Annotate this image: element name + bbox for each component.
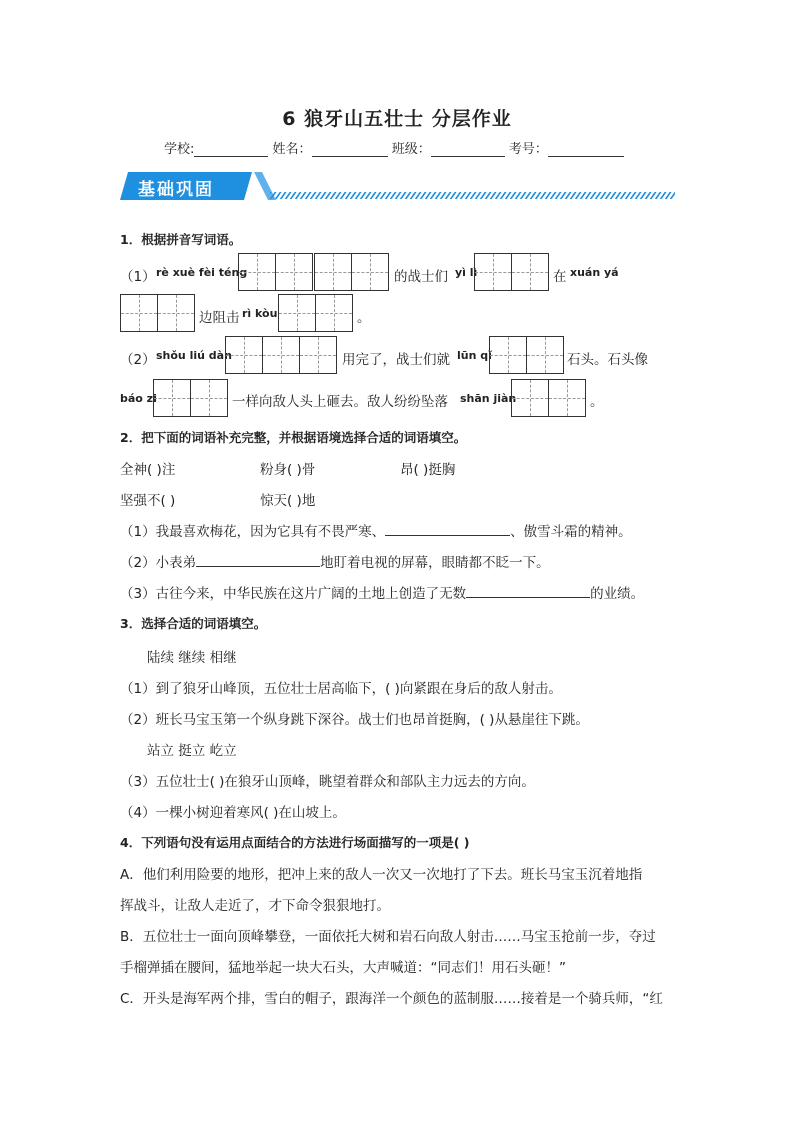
q2-title: 2．把下面的词语补充完整，并根据语境选择合适的词语填空。	[120, 430, 467, 445]
q1-title: 1．根据拼音写词语。	[120, 232, 242, 247]
answer-blank[interactable]	[466, 585, 590, 598]
name-field[interactable]	[312, 142, 388, 157]
q1-text: 的战士们	[394, 269, 448, 285]
q2-word: 粉身( )骨	[260, 462, 316, 478]
exam-no-label: 考号：	[508, 142, 548, 157]
q2-word: 昂( )挺胸	[400, 462, 456, 478]
char-grid-yili[interactable]	[474, 253, 550, 291]
q2-s1-text: （1）我最喜欢梅花，因为它具有不畏严寒、	[120, 524, 386, 540]
info-line	[164, 138, 624, 157]
name-label: 姓名：	[272, 142, 312, 157]
banner-label: 基础巩固	[138, 180, 214, 200]
q2-word: 坚强不( )	[120, 493, 176, 509]
q2-s2-text: 地盯着电视的屏幕，眼睛都不眨一下。	[320, 555, 550, 571]
q2-s3-text: （3）古往今来，中华民族在这片广阔的土地上创造了无数	[120, 586, 467, 602]
q2-s2-text: （2）小表弟	[120, 555, 197, 571]
q2-s1-text: 、傲雪斗霜的精神。	[510, 524, 632, 540]
q4-option-b: B．五位壮士一面向顶峰攀登，一面依托大树和岩石向敌人射击……马宝玉抢前一步，夺过	[120, 929, 656, 945]
q3-sentence-1: （1）到了狼牙山峰顶，五位壮士居高临下，( )向紧跟在身后的敌人射击。	[120, 681, 562, 697]
q4-option-b-cont: 手榴弹插在腰间，猛地举起一块大石头，大声喊道：“同志们！用石头砸！”	[120, 960, 566, 976]
pinyin: rì kòu	[242, 307, 278, 320]
q1-text: 。	[357, 310, 371, 326]
pinyin: shān jiàn	[460, 392, 517, 405]
char-grid-baozi[interactable]	[153, 379, 229, 417]
q1-text: 。	[590, 394, 604, 410]
q3-options-2: 站立 挺立 屹立	[147, 743, 237, 759]
school-label: 学校:	[164, 142, 195, 157]
char-grid-rexuefeiteng[interactable]	[238, 253, 390, 291]
q1-num-1: （1）	[120, 269, 156, 285]
char-grid-lunqi[interactable]	[489, 336, 565, 374]
q3-sentence-4: （4）一棵小树迎着寒风( )在山坡上。	[120, 805, 346, 821]
answer-blank[interactable]	[385, 523, 510, 536]
answer-blank[interactable]	[196, 554, 320, 567]
char-grid-xuanya[interactable]	[120, 294, 196, 332]
q1-text: 一样向敌人头上砸去。敌人纷纷坠落	[232, 394, 448, 410]
q1-text: 边阻击	[199, 310, 240, 326]
q3-sentence-2: （2）班长马宝玉第一个纵身跳下深谷。战士们也昂首挺胸，( )从悬崖往下跳。	[120, 712, 589, 728]
q2-s3-text: 的业绩。	[590, 586, 645, 602]
q4-option-c: C．开头是海军两个排，雪白的帽子，跟海洋一个颜色的蓝制服……接着是一个骑兵师，“红	[120, 991, 663, 1007]
q1-num-2: （2）	[120, 352, 156, 368]
q3-options-1: 陆续 继续 相继	[147, 650, 237, 666]
section-banner	[120, 170, 680, 204]
class-field[interactable]	[431, 142, 505, 157]
q4-option-a: A．他们利用险要的地形，把冲上来的敌人一次又一次地打了下去。班长马宝玉沉着地指	[120, 867, 643, 883]
q2-sentence-1	[120, 520, 632, 540]
pinyin: báo zi	[120, 392, 157, 405]
q4-title: 4．下列语句没有运用点面结合的方法进行场面描写的一项是( )	[120, 835, 470, 850]
pinyin: lūn qǐ	[457, 349, 492, 362]
class-label: 班级：	[391, 142, 431, 157]
char-grid-shanjian[interactable]	[511, 379, 587, 417]
q1-text: 石头。石头像	[567, 352, 648, 368]
exam-no-field[interactable]	[548, 142, 624, 157]
q3-title: 3．选择合适的词语填空。	[120, 616, 267, 631]
q4-option-a-cont: 挥战斗，让敌人走近了，才下命令狠狠地打。	[120, 898, 390, 914]
q2-word: 全神( )注	[120, 462, 176, 478]
page-title: 6 狼牙山五壮士 分层作业	[282, 108, 512, 130]
pinyin: shǒu liú dàn	[156, 349, 232, 362]
q1-text: 用完了，战士们就	[342, 352, 450, 368]
pinyin: yì lì	[455, 266, 478, 279]
q2-sentence-3	[120, 582, 644, 602]
pinyin: xuán yá	[570, 266, 619, 279]
q1-text: 在	[553, 269, 567, 285]
char-grid-rikou[interactable]	[278, 294, 354, 332]
school-field[interactable]	[194, 142, 268, 157]
pinyin: rè xuè fèi téng	[156, 266, 248, 279]
char-grid-shouliudan[interactable]	[225, 336, 338, 374]
q2-word: 惊天( )地	[260, 493, 316, 509]
q3-sentence-3: （3）五位壮士( )在狼牙山顶峰，眺望着群众和部队主力远去的方向。	[120, 774, 535, 790]
q2-sentence-2	[120, 551, 550, 571]
